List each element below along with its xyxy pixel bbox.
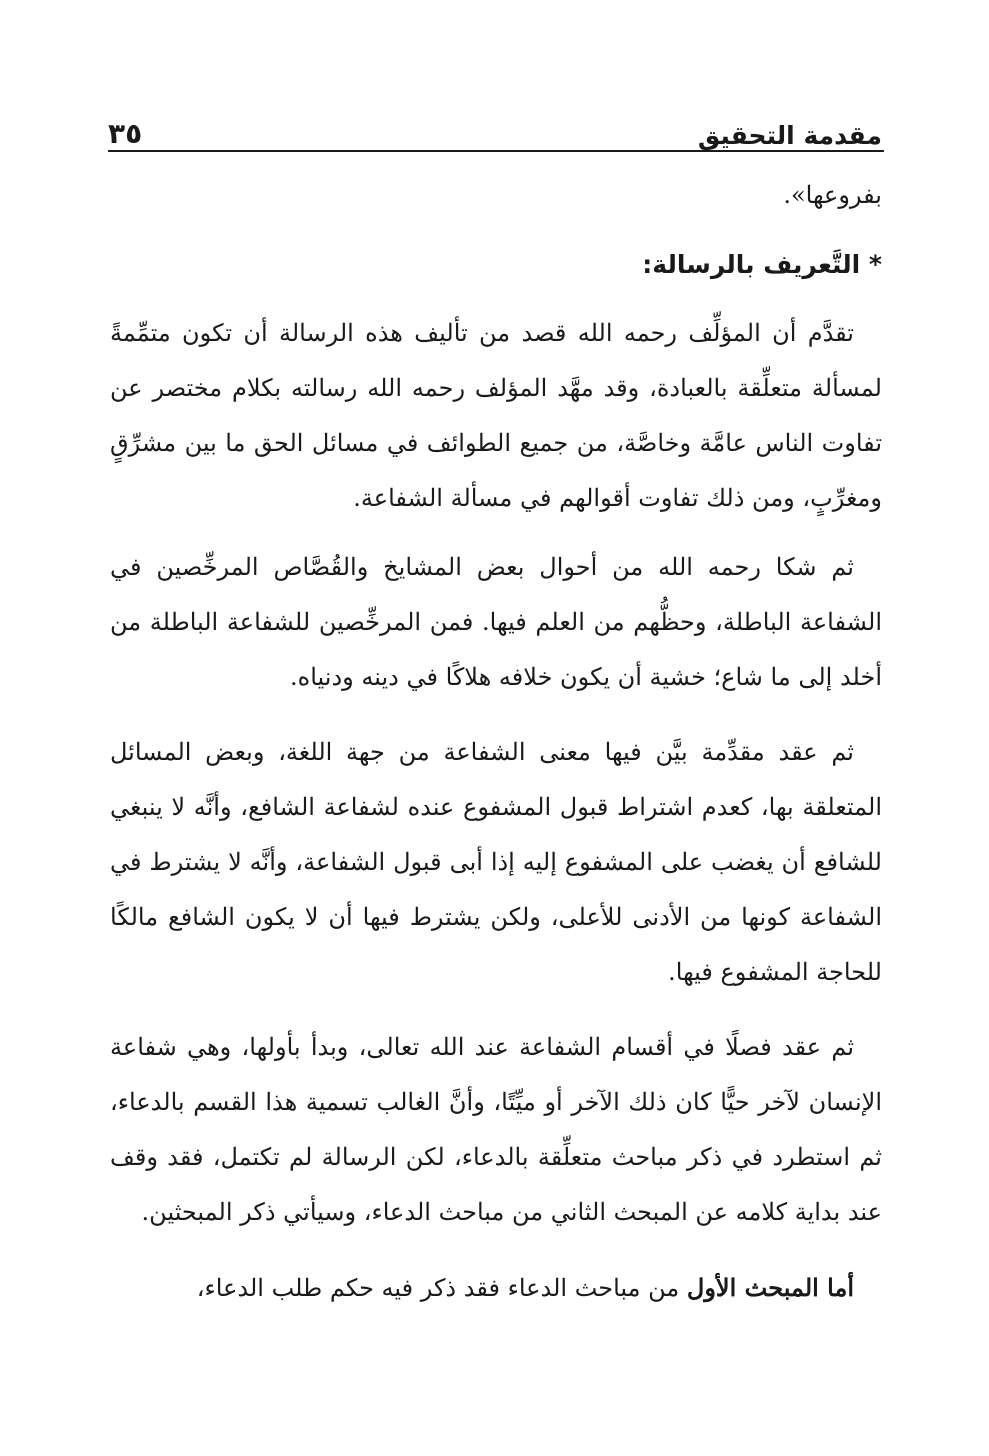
page-number: ٣٥: [108, 117, 143, 150]
paragraph-4: ثم عقد فصلًا في أقسام الشفاعة عند الله تعالى، وبدأ بأولها، وهي شفاعة الإنسان لآخر حيًّا كان ذلك الآخر أو ميِّتًا، وأنَّ الغالب تسمية هذا القسم بالدعاء، ثم استطرد في ذكر مباحث متعلِّقة بالدعاء، لكن الرسالة لم تكتمل، فقد وقف عند بداية كلامه عن المبحث الثاني من مباحث الدعاء، وسيأتي ذكر المبحثين.: [110, 1033, 883, 1226]
running-header-title: مقدمة التحقيق: [697, 121, 882, 150]
paragraph-5-text: من مباحث الدعاء فقد ذكر فيه حكم طلب الدعاء،: [196, 1274, 687, 1302]
header-rule: [108, 150, 884, 152]
running-header: [108, 108, 882, 148]
paragraph-1: تقدَّم أن المؤلِّف رحمه الله قصد من تأليف هذه الرسالة أن تكون متمِّمةً لمسألة متعلِّقة بالعبادة، وقد مهَّد المؤلف رحمه الله رسالته بكلام مختصر عن تفاوت الناس عامَّة وخاصَّة، من جميع الطوائف في مسائل الحق ما بين مشرِّقٍ ومغرِّبٍ، ومن ذلك تفاوت أقوالهم في مسألة الشفاعة.: [110, 319, 882, 512]
paragraph-5: [110, 1260, 882, 1316]
paragraph-5-bold-lead: أما المبحث الأول: [686, 1273, 854, 1302]
section-heading: * التَّعريف بالرسالة:: [642, 250, 882, 279]
paragraph-2: ثم شكا رحمه الله من أحوال بعض المشايخ والقُصَّاص المرخِّصين في الشفاعة الباطلة، وحظُّهم من العلم فيها. فمن المرخِّصين للشفاعة الباطلة من أخلد إلى ما شاع؛ خشية أن يكون خلافه هلاكًا في دينه ودنياه.: [110, 553, 882, 691]
paragraph-3: ثم عقد مقدِّمة بيَّن فيها معنى الشفاعة من جهة اللغة، وبعض المسائل المتعلقة بها، كعدم اشتراط قبول المشفوع عنده لشفاعة الشافع، وأنَّه لا ينبغي للشافع أن يغضب على المشفوع إليه إذا أبى قبول الشفاعة، وأنَّه لا يشترط في الشفاعة كونها من الأدنى للأعلى، ولكن يشترط فيها أن لا يكون الشافع مالكًا للحاجة المشفوع فيها.: [110, 738, 882, 986]
continuation-line: بفروعها».: [783, 181, 882, 209]
body-text: [110, 168, 882, 1336]
